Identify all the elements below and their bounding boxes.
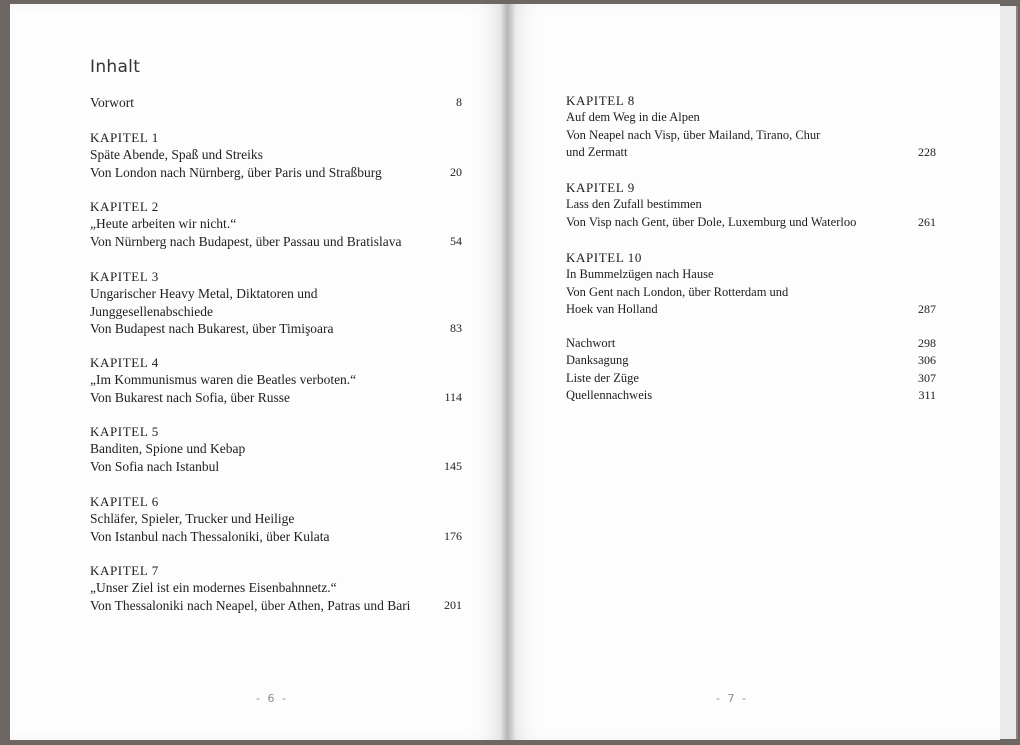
chapter-route: Von Bukarest nach Sofia, über Russe — [90, 389, 290, 405]
chapter-route: Von London nach Nürnberg, über Paris und Straßburg — [90, 164, 382, 180]
chapter-label: KAPITEL 2 — [90, 199, 159, 214]
chapter-title: „Unser Ziel ist ein modernes Eisenbahnnetz.“ — [90, 580, 337, 596]
book-gutter — [500, 4, 516, 740]
page-number: 287 — [918, 301, 936, 316]
chapter-title: Späte Abende, Spaß und Streiks — [90, 147, 263, 163]
page-number: 261 — [918, 214, 936, 229]
back-matter-list — [566, 335, 936, 404]
chapter-route-continued: Hoek van Holland — [566, 301, 658, 316]
page-number: 54 — [450, 233, 462, 248]
chapter-route: Von Thessaloniki nach Neapel, über Athen, Patras und Bari — [90, 597, 411, 613]
page-number: 201 — [444, 597, 462, 612]
page-number: 83 — [450, 320, 462, 335]
open-book — [10, 4, 1016, 741]
back-matter-title: Danksagung — [566, 353, 629, 368]
chapter-label: KAPITEL 3 — [90, 269, 159, 284]
chapter-title: Banditen, Spione und Kebap — [90, 441, 246, 457]
chapter-label: KAPITEL 6 — [90, 494, 159, 509]
page-number: 114 — [444, 389, 462, 404]
chapter-title: In Bummelzügen nach Hause — [566, 267, 714, 282]
back-matter-title: Liste der Züge — [566, 370, 639, 385]
chapter-label: KAPITEL 8 — [566, 93, 635, 108]
back-matter-title: Quellennachweis — [566, 387, 653, 402]
page-number: 307 — [918, 370, 936, 385]
toc-entry-chapter-5 — [90, 423, 462, 475]
page-number: 298 — [918, 336, 936, 350]
chapter-route: Von Visp nach Gent, über Dole, Luxemburg und Waterloo — [566, 214, 857, 229]
chapter-title: Ungarischer Heavy Metal, Diktatoren und — [90, 286, 318, 302]
toc-entry-chapter-1 — [90, 129, 462, 181]
toc-entry-chapter-3 — [90, 268, 462, 337]
chapter-title: „Heute arbeiten wir nicht.“ — [90, 216, 237, 232]
chapter-route-continued: und Zermatt — [566, 144, 628, 159]
page-number: 8 — [456, 95, 462, 109]
chapter-route: Von Sofia nach Istanbul — [90, 458, 220, 474]
page-folio-left: - 6 - — [256, 692, 288, 705]
chapter-route: Von Budapest nach Bukarest, über Timişoara — [90, 320, 334, 336]
chapter-title: Auf dem Weg in die Alpen — [566, 110, 700, 125]
chapter-route: Von Nürnberg nach Budapest, über Passau und Bratislava — [90, 233, 402, 249]
toc-entry-chapter-7 — [90, 562, 462, 614]
left-page — [10, 4, 508, 740]
chapter-route: Von Neapel nach Visp, über Mailand, Tirano, Chur — [566, 127, 821, 142]
back-matter-title: Nachwort — [566, 336, 616, 350]
toc-entry-chapter-2 — [90, 198, 462, 250]
chapter-label: KAPITEL 7 — [90, 563, 159, 578]
chapter-label: KAPITEL 4 — [90, 355, 159, 370]
page-folio-right: - 7 - — [716, 692, 748, 705]
page-number: 306 — [918, 353, 936, 368]
toc-entry-chapter-6 — [90, 493, 462, 545]
chapter-route: Von Gent nach London, über Rotterdam und — [566, 284, 789, 299]
page-number: 176 — [444, 528, 462, 543]
page-number: 311 — [918, 387, 936, 402]
chapter-route: Von Istanbul nach Thessaloniki, über Kulata — [90, 528, 330, 544]
chapter-label: KAPITEL 5 — [90, 424, 159, 439]
chapter-label: KAPITEL 10 — [566, 250, 642, 265]
page-number: 228 — [918, 144, 936, 159]
chapter-title: „Im Kommunismus waren die Beatles verboten.“ — [90, 372, 357, 388]
page-number: 20 — [450, 164, 462, 179]
toc-entry-chapter-10 — [566, 249, 936, 318]
chapter-label: KAPITEL 9 — [566, 180, 635, 195]
chapter-label: KAPITEL 1 — [90, 130, 159, 145]
toc-entry-chapter-9 — [566, 179, 936, 231]
toc-heading: Inhalt — [90, 57, 141, 77]
toc-entry-chapter-8 — [566, 92, 936, 161]
page-number: 145 — [444, 458, 462, 473]
toc-entry-vorwort — [90, 94, 462, 111]
chapter-title: Lass den Zufall bestimmen — [566, 197, 702, 212]
entry-title: Vorwort — [90, 95, 135, 110]
chapter-title-continued: Junggesellenabschiede — [90, 303, 213, 319]
chapter-title: Schläfer, Spieler, Trucker und Heilige — [90, 511, 295, 527]
toc-entry-chapter-4 — [90, 354, 462, 406]
